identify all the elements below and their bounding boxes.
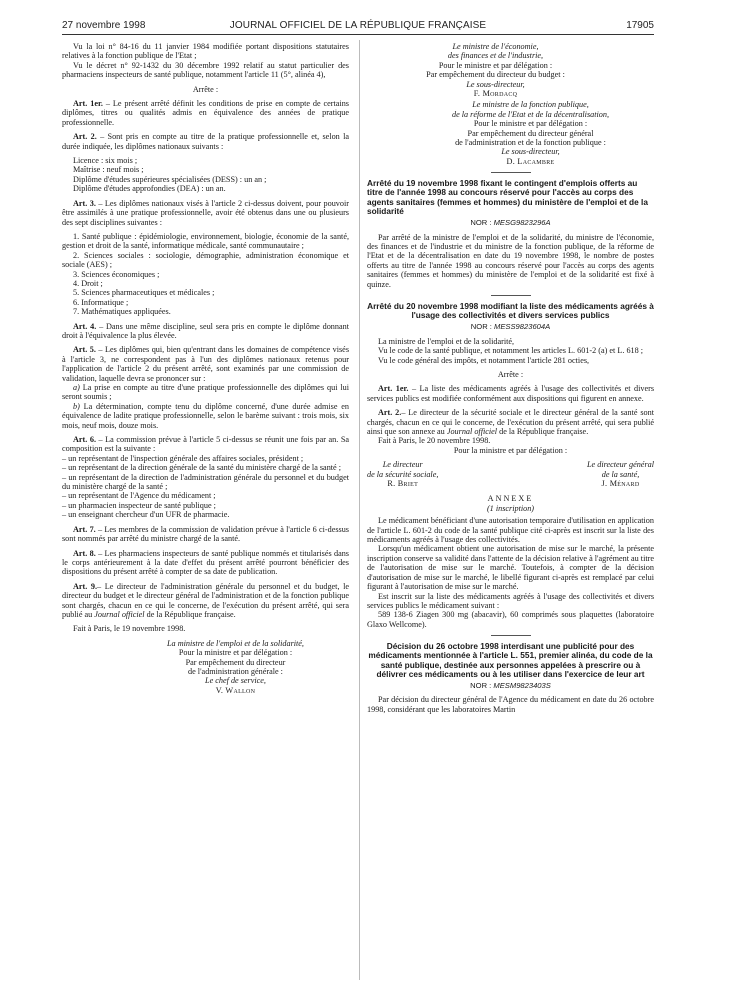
article-5-b	[62, 402, 349, 430]
list-item: 2. Sciences sociales : sociologie, démographie, administration économique et sociale (AES) ;	[62, 250, 349, 270]
list-item: 7. Mathématiques appliquées.	[73, 307, 171, 317]
header-journal-title: JOURNAL OFFICIEL DE LA RÉPUBLIQUE FRANÇAISE	[229, 20, 487, 31]
article-label: Art. 5.	[73, 345, 96, 355]
signatory-title: Le chef de service,	[205, 676, 266, 686]
list-item: Diplôme d'études approfondies (DEA) : un an.	[73, 184, 226, 194]
signatory-title: des finances et de l'industrie,	[447, 51, 544, 61]
signature-block	[62, 639, 349, 695]
article-2	[367, 408, 654, 436]
article-9	[62, 582, 349, 620]
column-separator	[359, 40, 360, 980]
item-letter: b)	[73, 401, 80, 411]
list-item: 6. Informatique ;	[73, 297, 129, 307]
signatory-title: de la sécurité sociale,	[367, 469, 439, 479]
header-rule	[62, 34, 654, 35]
article-label: Art. 2.	[378, 408, 402, 418]
annexe-paragraph: Est inscrit sur la liste des médicaments agréés à l'usage des collectivités et divers services publics le médicament suivant :	[367, 591, 654, 610]
list-item: 4. Droit ;	[73, 278, 103, 288]
signatory-title: Le ministre de la fonction publique,	[472, 100, 589, 110]
journal-officiel-ref: Journal officiel	[94, 609, 145, 619]
nor-label: NOR :	[470, 218, 492, 228]
fait-a-paris: Fait à Paris, le 20 novembre 1998.	[378, 436, 491, 446]
right-column	[367, 42, 654, 714]
annexe-paragraph: Le médicament bénéficiant d'une autorisation temporaire d'utilisation en application de l'article L. 601-2 du code de la santé publique cité ci-après est inscrit sur la liste des médicaments agréés à l'usage des collectivités.	[367, 516, 654, 545]
page-header	[62, 20, 654, 34]
nor-code: MESS9823604A	[494, 322, 551, 332]
header-date: 27 novembre 1998	[62, 20, 146, 31]
article-1	[62, 99, 349, 127]
signatory-line: Par empêchement du directeur général	[467, 128, 594, 138]
article-label: Art. 6.	[73, 435, 96, 445]
article-3	[62, 199, 349, 227]
article-text: – Les membres de la commission de validation prévue à l'article 6 ci-dessus sont nommés par arrêté du ministre chargé de la santé.	[62, 524, 349, 544]
signatory-name: J. Ménard	[601, 479, 640, 489]
article-4	[62, 322, 349, 341]
decree-title: Arrêté du 20 novembre 1998 modifiant la liste des médicaments agréés à l'usage des collectivités et divers services publics	[367, 300, 654, 321]
nor-reference	[367, 322, 654, 331]
article-6	[62, 435, 349, 454]
signature-block	[367, 100, 654, 166]
article-text: – La commission prévue à l'article 5 ci-dessus se réunit une fois par an. Sa composition est la suivante :	[62, 435, 350, 454]
signatory-title: de la santé,	[601, 469, 640, 479]
signatory-line: Par empêchement du directeur	[185, 657, 286, 667]
signatory-title: de la réforme de l'Etat et de la décentralisation,	[451, 109, 610, 119]
left-column	[62, 42, 349, 695]
signature-left	[367, 460, 438, 488]
signatory-title: Le ministre de l'économie,	[452, 42, 539, 51]
annexe-subheading: (1 inscription)	[486, 503, 535, 513]
signatory-line: Pour le ministre et par délégation :	[473, 119, 588, 129]
item-text: La prise en compte au titre d'une pratique professionnelle des diplômes qui lui seront soumis ;	[62, 383, 350, 402]
signatory-line: de l'administration générale :	[188, 666, 283, 676]
vu-paragraph: La ministre de l'emploi et de la solidarité,	[378, 336, 515, 346]
article-5	[62, 345, 349, 383]
header-page-number: 17905	[626, 20, 654, 31]
article-text: de la République française.	[144, 609, 236, 619]
list-item: – un pharmacien inspecteur de santé publique ;	[62, 500, 216, 510]
article-2	[62, 132, 349, 151]
article-text: – La liste des médicaments agréés à l'usage des collectivités et divers services publics est modifiée conformément aux dispositions qui figurent en annexe.	[367, 384, 655, 403]
item-text: La détermination, compte tenu du diplôme concerné, d'une durée admise en équivalence de ladite pratique professionnelle, selon le barème suivant : trois mois, six mois, neuf mois, douze mois.	[62, 401, 350, 430]
vu-paragraph: Vu le décret n° 92-1432 du 30 décembre 1992 relatif au statut particulier des pharmaciens inspecteurs de santé publique, notamment l'article 11 (5°, alinéa 4),	[62, 60, 349, 80]
article-1	[367, 384, 654, 403]
list-item: – un représentant de l'inspection générale des affaires sociales, président ;	[62, 453, 304, 463]
nor-reference	[367, 218, 654, 227]
vu-paragraph: Vu le code général des impôts, et notamment l'article 281 octies,	[378, 355, 590, 365]
article-5-a	[62, 383, 349, 402]
signatory-title: Le sous-directeur,	[466, 79, 525, 89]
signatory-line: Pour le ministre et par délégation :	[438, 60, 553, 70]
signatory-line: Par empêchement du directeur du budget :	[426, 70, 565, 80]
vu-paragraph: Vu le code de la santé publique, et notamment les articles L. 601-2 (a) et L. 618 ;	[378, 346, 644, 356]
signatory-name: R. Briet	[387, 479, 419, 489]
article-label: Art. 3.	[73, 198, 96, 208]
nor-label: NOR :	[470, 680, 492, 690]
article-label: Art. 8.	[73, 548, 96, 558]
fait-a-paris: Fait à Paris, le 19 novembre 1998.	[73, 624, 186, 634]
list-item: Diplôme d'études supérieures spécialisées (DESS) : un an ;	[73, 174, 267, 184]
signatory-name: V. Wallon	[215, 685, 256, 695]
nor-reference	[367, 681, 654, 690]
list-item: Maîtrise : neuf mois ;	[73, 165, 144, 175]
signatory-name: D. Lacambre	[506, 156, 555, 166]
nor-code: MESG9823296A	[493, 218, 551, 228]
nor-label: NOR :	[470, 322, 492, 332]
section-divider	[491, 172, 531, 173]
list-item: – un représentant de la direction générale de la santé du ministère chargé de la santé ;	[62, 463, 342, 473]
section-divider	[491, 295, 531, 296]
signatory-title: Le directeur	[382, 460, 423, 470]
arrete-heading: Arrête :	[497, 369, 524, 379]
nor-code: MESM9823403S	[493, 680, 551, 690]
article-text: – Les pharmaciens inspecteurs de santé publique nommés et titularisés dans le corps antérieurement à la date d'effet du présent arrêté pourront bénéficier des dispositions du présent arrêté à compter de sa date de publication.	[62, 548, 349, 577]
annexe-paragraph: Lorsqu'un médicament obtient une autorisation de mise sur le marché, la présente inscription conserve sa validité dans l'attente de la décision relative à l'agrément au titre de l'autorisation de mise sur le marché. Toutefois, à compter de la décision d'autorisation de mise sur le marché, le libellé figurant ci-après est remplacé par celui figurant à l'autorisation de mise sur le marché.	[367, 544, 654, 592]
arrete-heading: Arrête :	[192, 84, 219, 94]
article-text: – Les diplômes qui, bien qu'entrant dans les domaines de compétence visés à l'article 3, ne correspondent pas à l'un des diplômes nationaux retenus pour l'application de l'article 2 du présent arrêté, sont examinés par une commission de validation, laquelle devra se prononcer sur :	[62, 345, 350, 383]
article-text: de la République française.	[497, 427, 589, 436]
article-8	[62, 549, 349, 577]
article-label: Art. 1er.	[73, 99, 103, 109]
item-letter: a)	[73, 383, 80, 392]
list-item: – un représentant de l'Agence du médicament ;	[62, 491, 216, 501]
decree-body: Par décision du directeur général de l'Agence du médicament en date du 26 octobre 1998, considérant que les laboratoires Martin	[367, 695, 654, 714]
list-item: – un enseignant chercheur d'un UFR de pharmacie.	[62, 510, 230, 520]
article-text: – Dans une même discipline, seul sera pris en compte le diplôme donnant droit à l'équivalence la plus élevée.	[62, 321, 350, 340]
article-label: Art. 9.	[73, 581, 98, 591]
signatory-title: Le directeur général	[587, 460, 654, 470]
article-text: – Le directeur de la sécurité sociale et le directeur général de la santé sont chargés, chacun en ce qui le concerne, de l'exécution du présent arrêté, qui sera publié ainsi que son annexe au	[367, 408, 654, 436]
article-text: – Sont pris en compte au titre de la pratique professionnelle et, selon la durée indiquée, les diplômes nationaux suivants :	[62, 132, 349, 151]
decree-title: Arrêté du 19 novembre 1998 fixant le contingent d'emplois offerts au titre de l'année 1998 au concours réservé pour l'accès au corps des agents sanitaires (femmes et hommes) du ministère de l'emploi et de la solidarité	[367, 178, 648, 216]
signature-block	[367, 42, 654, 98]
commission-members-list	[62, 454, 349, 520]
list-item: – un représentant de la direction de l'administration générale du personnel et du budget du ministère chargé de la santé ;	[62, 472, 349, 492]
drug-entry: 589 138-6 Ziagen 300 mg (abacavir), 60 comprimés sous plaquettes (laboratoire Glaxo Wellcome).	[367, 610, 654, 629]
signature-right	[587, 460, 654, 488]
article-text: – Le présent arrêté définit les conditions de prise en compte de certains diplômes, titres ou qualités admis en équivalence des années de pratique professionnelle.	[62, 99, 349, 127]
article-label: Art. 7.	[73, 524, 96, 534]
signatory-line: de l'administration et de la fonction publique :	[455, 138, 606, 148]
discipline-list	[62, 232, 349, 317]
list-item: 3. Sciences économiques ;	[73, 269, 160, 279]
list-item: 5. Sciences pharmaceutiques et médicales ;	[73, 288, 215, 298]
list-item: 1. Santé publique : épidémiologie, environnement, biologie, économie de la santé, gestion et droit de la santé, informatique médicale, santé communautaire ;	[62, 231, 349, 251]
diploma-list	[62, 156, 349, 194]
signatory-title: Le sous-directeur,	[501, 147, 560, 157]
section-divider	[491, 635, 531, 636]
journal-officiel-ref: Journal officiel	[446, 427, 498, 436]
vu-paragraph: Vu la loi n° 84-16 du 11 janvier 1984 modifiée portant dispositions statutaires relatives à la fonction publique de l'Etat ;	[62, 42, 349, 61]
signatory-name: F. Mordacq	[473, 89, 518, 99]
list-item: Licence : six mois ;	[73, 156, 138, 166]
article-label: Art. 2.	[73, 132, 97, 142]
decree-body: Par arrêté de la ministre de l'emploi et de la solidarité, du ministre de l'économie, des finances et de l'industrie et du ministre de la fonction publique, de la réforme de l'Etat et de la décentralisation en date du 19 novembre 1998, le nombre de postes offerts au titre de l'année 1998 au concours réservé pour l'accès au corps des agents sanitaires (femmes et hommes) du ministère de l'emploi et de la solidarité est fixé à quinze.	[367, 232, 654, 289]
signatory-title: La ministre de l'emploi et de la solidarité,	[167, 638, 304, 648]
signatory-line: Pour la ministre et par délégation :	[178, 648, 293, 658]
dual-signature-block	[367, 460, 654, 488]
article-7	[62, 525, 349, 544]
delegation-line: Pour la ministre et par délégation :	[453, 445, 568, 455]
article-label: Art. 4.	[73, 321, 97, 331]
annexe-heading: ANNEXE	[487, 494, 534, 504]
decree-title: Décision du 26 octobre 1998 interdisant une publicité pour des médicaments mentionnée à l'article L. 551, premier alinéa, du code de la santé publique, destinée aux personnes appelées à prescrire ou à délivrer ces médicaments ou à les utiliser dans l'exercice de leur art	[368, 641, 653, 679]
article-text: – Les diplômes nationaux visés à l'article 2 ci-dessus doivent, pour pouvoir être assimilés à une pratique professionnelle, avoir été obtenus dans une ou plusieurs des sept disciplines suivantes :	[62, 198, 349, 227]
article-text: – Le directeur de l'administration générale du personnel et du budget, le directeur du budget et le directeur général de l'administration et de la fonction publique sont chargés, chacun en ce qui le concerne, de l'exécution du présent arrêté, qui sera publié au	[62, 581, 349, 619]
article-label: Art. 1er.	[378, 384, 409, 394]
